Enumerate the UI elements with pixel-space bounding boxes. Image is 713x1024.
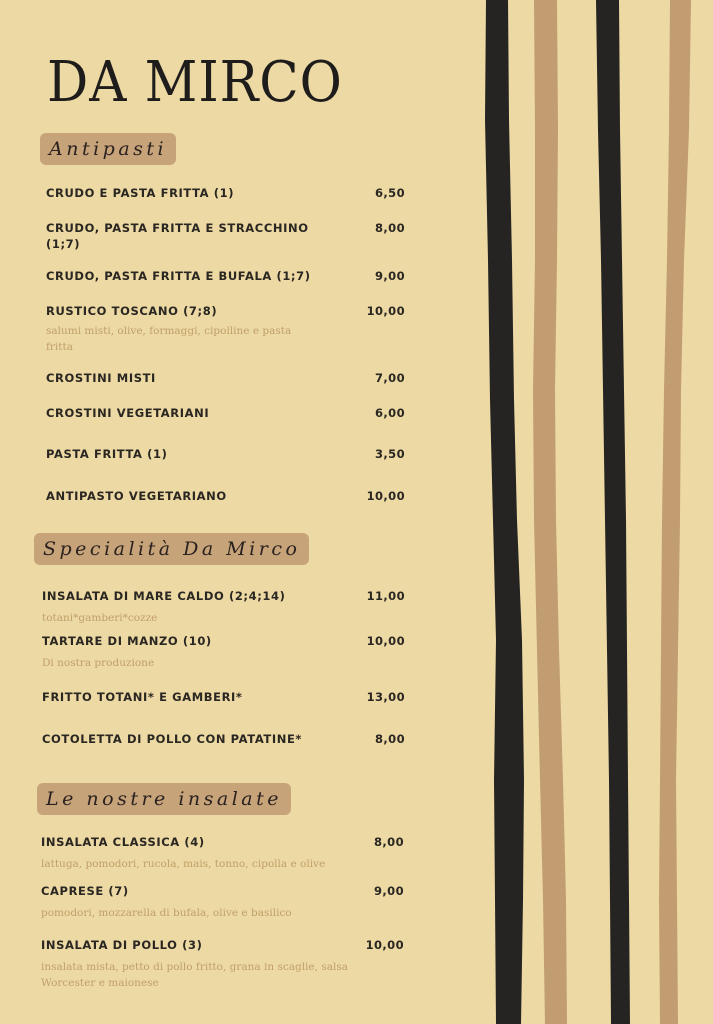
dark-stripe-right [596,0,630,1024]
item-description: pomodori, mozzarella di bufala, olive e basilico [41,907,292,919]
item-name: CROSTINI MISTI [46,371,156,385]
item-price: 10,00 [365,938,404,952]
item-price: 8,00 [374,835,404,849]
item-name: INSALATA CLASSICA (4) [41,835,205,849]
section-header-antipasti: Antipasti [40,133,176,165]
item-name: CRUDO, PASTA FRITTA E BUFALA (1;7) [46,269,311,283]
item-name: TARTARE DI MANZO (10) [42,634,212,648]
item-name: CRUDO, PASTA FRITTA E STRACCHINO (1;7) [46,221,309,251]
item-price: 6,00 [375,406,405,420]
item-description: lattuga, pomodori, rucola, mais, tonno, cipolla e olive [41,858,326,870]
item-description: insalata mista, petto di pollo fritto, grana in scaglie, salsa Worcester e maionese [41,961,348,989]
item-name: CRUDO E PASTA FRITTA (1) [46,186,235,200]
section-header-insalate: Le nostre insalate [37,783,291,815]
item-name: RUSTICO TOSCANO (7;8) [46,304,218,318]
item-price: 9,00 [374,884,404,898]
item-price: 11,00 [366,589,405,603]
item-price: 3,50 [375,447,405,461]
item-price: 10,00 [366,489,405,503]
item-description: totani*gamberi*cozze [42,612,158,624]
item-price: 9,00 [375,269,405,283]
item-price: 13,00 [366,690,405,704]
item-name: CROSTINI VEGETARIANI [46,406,210,420]
item-price: 8,00 [375,221,405,235]
item-price: 7,00 [375,371,405,385]
item-description: salumi misti, olive, formaggi, cipolline e pasta fritta [46,325,292,353]
item-description: Di nostra produzione [42,657,155,669]
item-price: 10,00 [366,304,405,318]
item-name: PASTA FRITTA (1) [46,447,168,461]
item-name: CAPRESE (7) [41,884,129,898]
section-header-specialita: Specialità Da Mirco [34,533,309,565]
item-name: COTOLETTA DI POLLO CON PATATINE* [42,732,303,746]
dark-stripe-left [485,0,524,1024]
item-name: INSALATA DI MARE CALDO (2;4;14) [42,589,286,603]
decorative-stripes [470,0,713,1024]
restaurant-title: DA MIRCO [47,50,343,115]
item-price: 6,50 [375,186,405,200]
item-price: 8,00 [375,732,405,746]
item-name: FRITTO TOTANI* E GAMBERI* [42,690,243,704]
item-price: 10,00 [366,634,405,648]
tan-stripe-left [533,0,567,1024]
tan-stripe-right [659,0,691,1024]
item-name: INSALATA DI POLLO (3) [41,938,203,952]
item-name: ANTIPASTO VEGETARIANO [46,489,227,503]
